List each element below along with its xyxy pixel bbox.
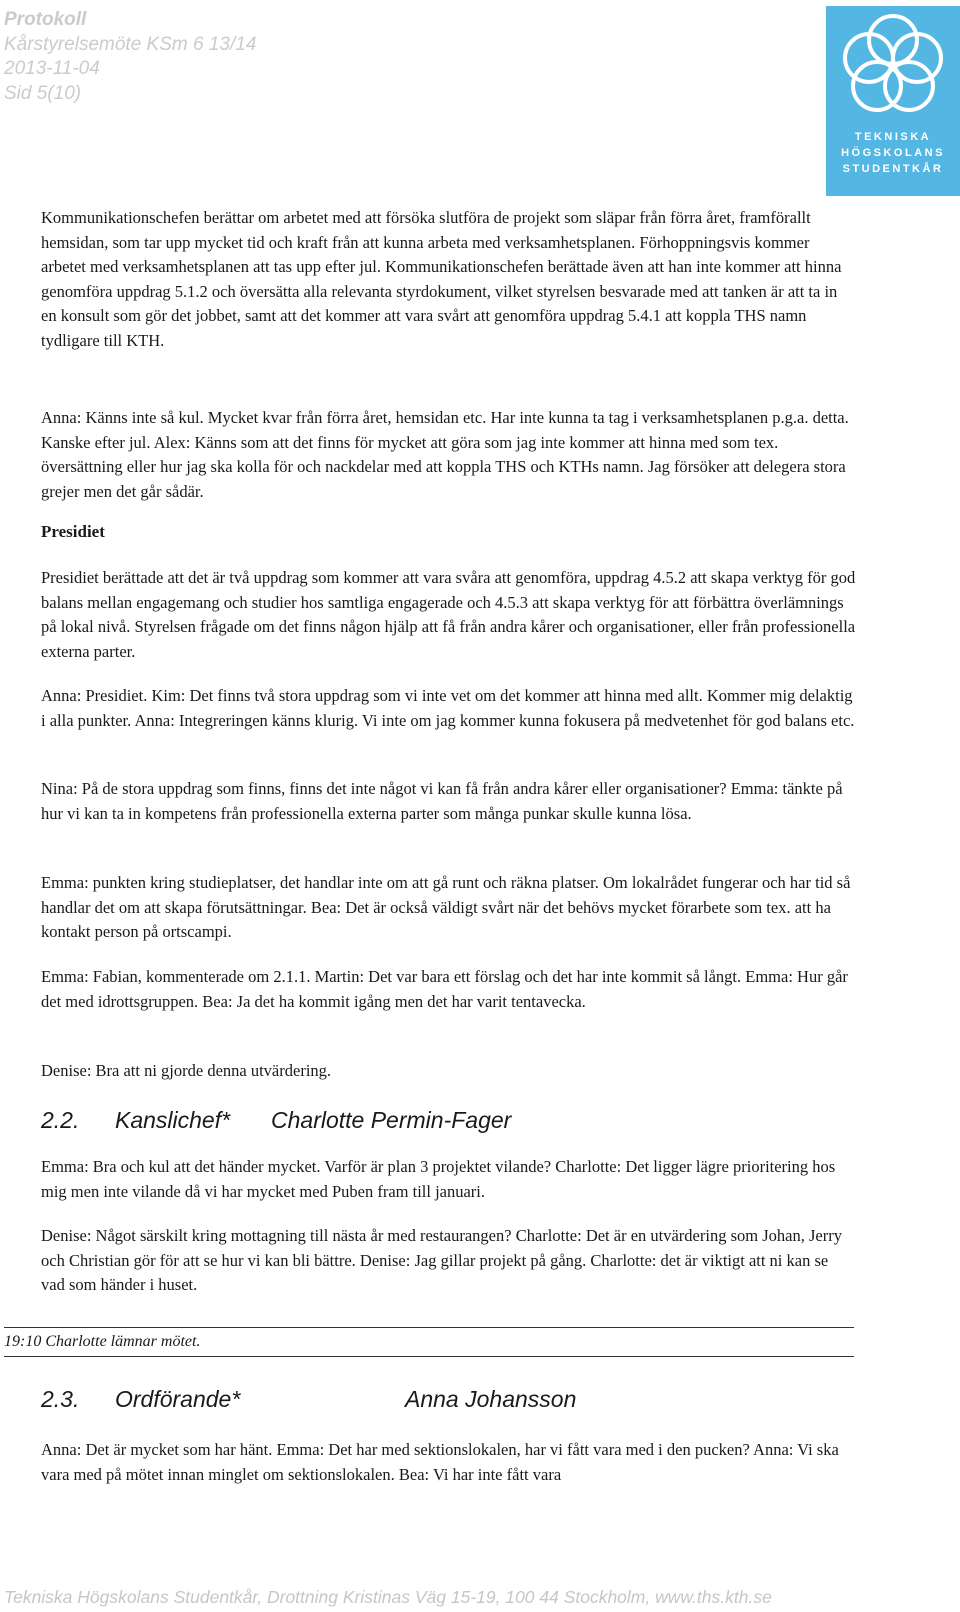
logo-line-2: HÖGSKOLANS bbox=[841, 147, 945, 159]
document-header bbox=[4, 8, 256, 106]
logo-line-1: TEKNISKA bbox=[854, 131, 932, 143]
meeting-name: Kårstyrelsemöte KSm 6 13/14 bbox=[4, 33, 257, 55]
section-number: 2.2. bbox=[41, 1107, 80, 1133]
paragraph-anna-emma: Anna: Det är mycket som har hänt. Emma: Det har med sektionslokalen, har vi fått vara med i den pucken? Anna: Vi ska vara med på mötet innan minglet om sektionslokalen. Bea: Vi har inte fått vara bbox=[41, 1440, 839, 1484]
section-person: Charlotte Permin-Fager bbox=[271, 1107, 512, 1133]
paragraph-emma-fabian: Emma: Fabian, kommenterade om 2.1.1. Martin: Det var bara ett förslag och det har inte kommit så långt. Emma: Hur går det med idrottsgruppen. Bea: Ja det ha kommit igång men det har varit tentavecka. bbox=[41, 967, 848, 1011]
divider-bottom bbox=[4, 1356, 854, 1357]
page-footer: Tekniska Högskolans Studentkår, Drottning Kristinas Väg 15-19, 100 44 Stockholm, www.ths.kth.se bbox=[4, 1587, 772, 1607]
meeting-date: 2013-11-04 bbox=[4, 58, 100, 79]
paragraph-denise-charlotte: Denise: Något särskilt kring mottagning till nästa år med restaurangen? Charlotte: Det är en utvärdering som Johan, Jerry och Christian gör för att se hur vi kan bli bättre. Denise: Jag gillar projekt på gång. Charlotte: det är viktigt att ni kan se vad som händer i huset. bbox=[41, 1226, 842, 1295]
paragraph-emma-studieplatser: Emma: punkten kring studieplatser, det handlar inte om att gå runt och räkna platser. Om lokalrådet fungerar och har tid så handlar det om att skapa förutsättningar. Bea: Det är också väldigt svårt när det behövs mycket förarbete som tex. att ha kontakt person på ortscampi. bbox=[41, 873, 851, 942]
paragraph-emma-charlotte: Emma: Bra och kul att det händer mycket. Varför är plan 3 projektet vilande? Charlotte: Det ligger lägre prioritering hos mig men inte vilande då vi har mycket med Puben fram till januari. bbox=[41, 1157, 836, 1201]
section-title: Kanslichef* bbox=[115, 1107, 231, 1133]
rings-icon bbox=[826, 6, 960, 136]
paragraph-nina-emma: Nina: På de stora uppdrag som finns, finns det inte något vi kan få från andra kårer eller organisationer? Emma: tänkte på hur vi kan ta in kompetens från professionella externa parter som många punkar skulle kunna lösa. bbox=[41, 779, 843, 823]
ths-logo bbox=[826, 6, 960, 196]
paragraph-anna-alex: Anna: Känns inte så kul. Mycket kvar från förra året, hemsidan etc. Har inte kunna ta tag i verksamhetsplanen p.g.a. detta. Kanske efter jul. Alex: Känns som att det finns för mycket att göra som jag inte kommer att hinna med som tex. översättning eller hur jag ska kolla för och nackdelar med att koppla THS och KTHs namn. Jag försöker att delegera stora grejer men det går sådär. bbox=[41, 408, 849, 501]
logo-line-3: STUDENTKÅR bbox=[842, 163, 944, 175]
paragraph-presidiet: Presidiet berättade att det är två uppdrag som kommer att vara svåra att genomföra, uppdrag 4.5.2 att skapa verktyg för god balans mellan engagemang och studier hos samtliga engagerade och 4.5.3 att skapa verktyg för att förbättra överlämnings på lokal nivå. Styrelsen frågade om det finns någon hjälp att få från andra kårer och organisationer, eller från professionella externa parter. bbox=[41, 568, 856, 661]
paragraph-denise: Denise: Bra att ni gjorde denna utvärdering. bbox=[41, 1061, 332, 1080]
section-heading-presidiet: Presidiet bbox=[41, 522, 105, 541]
paragraph-kommunikation: Kommunikationschefen berättar om arbetet med att försöka slutföra de projekt som släpar från förra året, framförallt hemsidan, som tar upp mycket tid och kraft från att kunna arbeta med verksamhetsplanen. Förhoppningsvis kommer arbetet med verksamhetsplanen att tas upp efter jul. Kommunikationschefen berättade även att han inte kommer att hinna genomföra uppdrag 5.1.2 och översätta alla relevanta styrdokument, vilket styrelsen besvarade med att tanken är att ta in en konsult som gör det jobbet, samt att det kommer att vara svårt att genomföra uppdrag 5.4.1 att koppla THS namn tydligare till KTH. bbox=[41, 208, 842, 350]
section-title: Ordförande* bbox=[115, 1386, 241, 1412]
section-person: Anna Johansson bbox=[405, 1386, 577, 1412]
document-type: Protokoll bbox=[4, 9, 87, 30]
divider-top bbox=[4, 1327, 854, 1328]
paragraph-anna-kim: Anna: Presidiet. Kim: Det finns två stora uppdrag som vi inte vet om det kommer att hinna med allt. Kommer mig delaktig i alla punkter. Anna: Integreringen känns klurig. Vi inte om jag kommer kunna fokusera på medvetenhet för god balans etc. bbox=[41, 686, 855, 730]
section-number: 2.3. bbox=[41, 1386, 80, 1412]
page-number: Sid 5(10) bbox=[4, 82, 82, 104]
meeting-note: 19:10 Charlotte lämnar mötet. bbox=[4, 1333, 201, 1350]
